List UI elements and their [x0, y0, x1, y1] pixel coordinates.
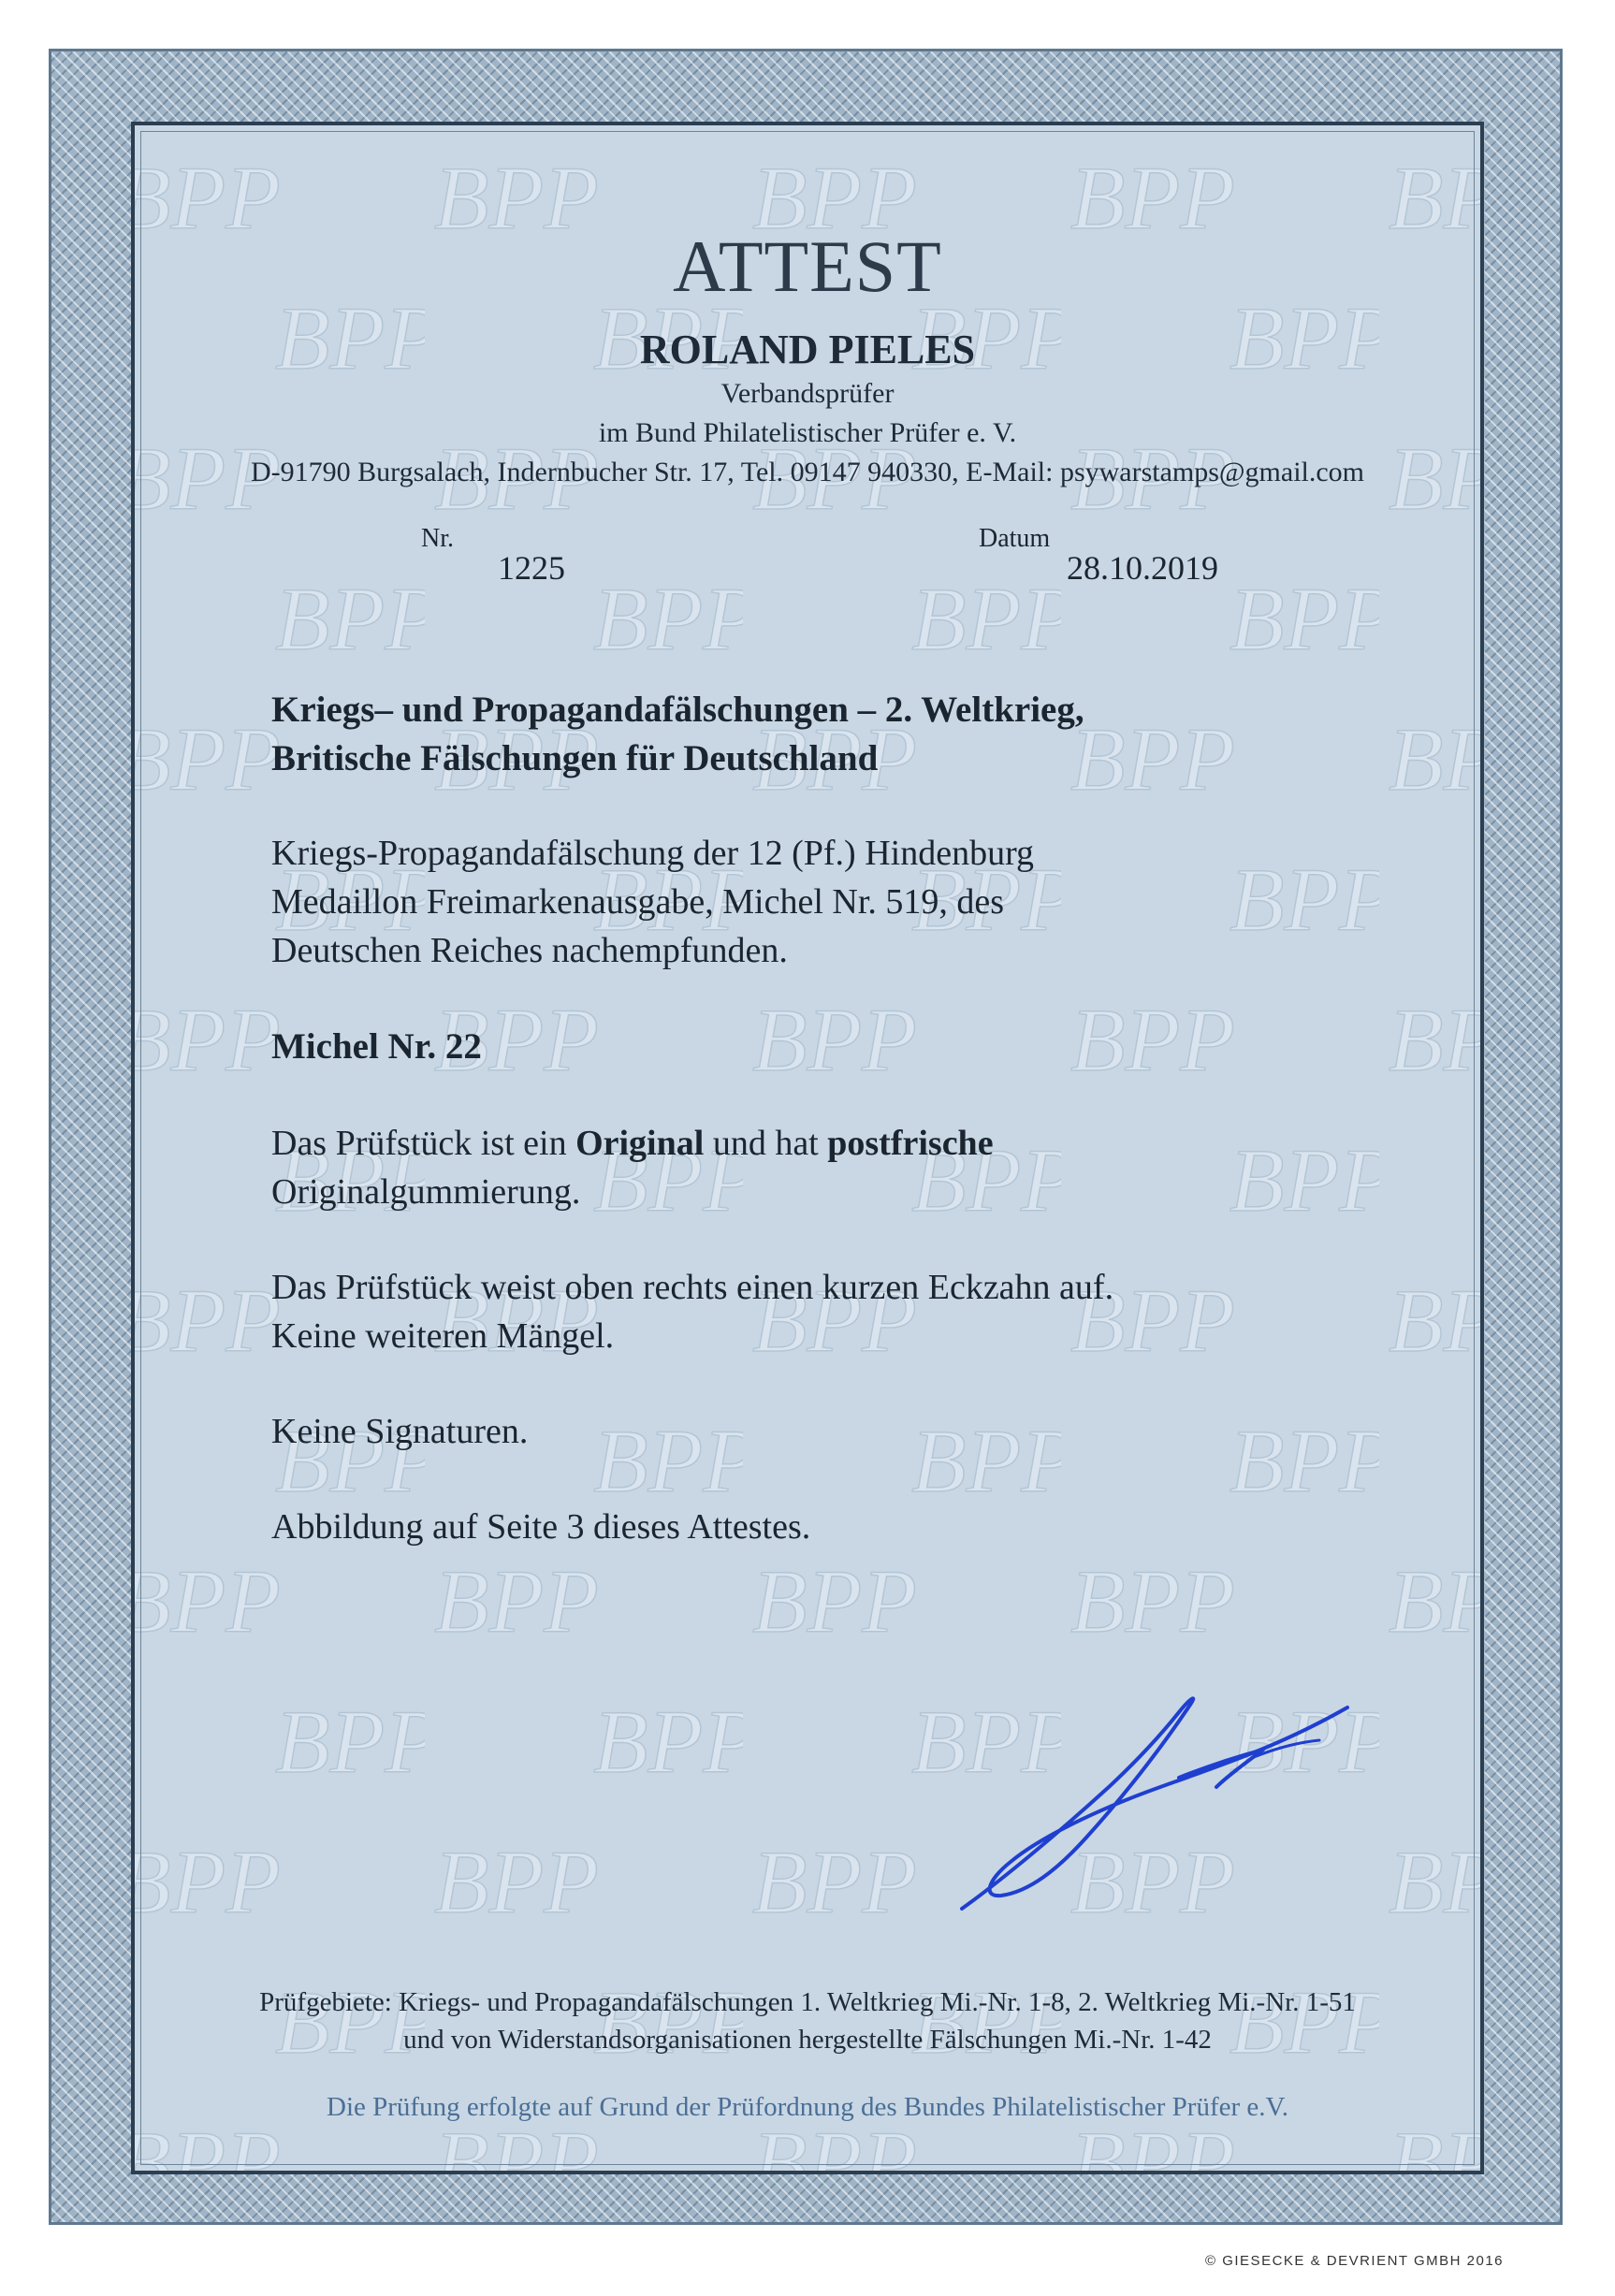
description-line-1: Kriegs-Propagandafälschung der 12 (Pf.) Hindenburg — [271, 834, 1035, 873]
footer-areas-line-1: Prüfgebiete: Kriegs- und Propagandafälschungen 1. Weltkrieg Mi.-Nr. 1-8, 2. Weltkrieg Mi.-Nr. 1-51 — [259, 1987, 1356, 2017]
verdict-text-a: Das Prüfstück ist ein — [271, 1124, 576, 1163]
description-line-2: Medaillon Freimarkenausgabe, Michel Nr. 519, des — [271, 882, 1005, 922]
examiner-address: D-91790 Burgsalach, Indernbucher Str. 17, Tel. 09147 940330, E-Mail: psywarstamps@gmail.com — [250, 457, 1365, 487]
printer-credit: © GIESECKE & DEVRIENT GMBH 2016 — [1205, 2253, 1505, 2269]
condition-line-2: Keine weiteren Mängel. — [271, 1316, 615, 1356]
catalog-number: Michel Nr. 22 — [271, 1026, 482, 1067]
date-label: Datum — [979, 524, 1051, 553]
verdict-line-2: Originalgummierung. — [271, 1172, 581, 1212]
verdict-postfrische: postfrische — [827, 1124, 994, 1163]
examiner-signature — [945, 1647, 1385, 1927]
examiner-association: im Bund Philatelistischer Prüfer e. V. — [598, 417, 1017, 448]
heading-line-2: Britische Fälschungen für Deutschland — [271, 738, 879, 778]
condition-line-1: Das Prüfstück weist oben rechts einen kurzen Eckzahn auf. — [271, 1268, 1114, 1307]
signatures-note: Keine Signaturen. — [271, 1412, 529, 1451]
certificate-date: 28.10.2019 — [1067, 549, 1218, 587]
footer-areas-line-2: und von Widerstandsorganisationen hergestellte Fälschungen Mi.-Nr. 1-42 — [403, 2025, 1212, 2055]
certificate-number: 1225 — [498, 549, 565, 587]
verdict-text-b: und hat — [704, 1124, 828, 1163]
certificate-title: ATTEST — [673, 225, 942, 307]
examiner-role: Verbandsprüfer — [720, 378, 895, 409]
description-line-3: Deutschen Reiches nachempfunden. — [271, 931, 788, 970]
verdict-line-1 — [271, 1123, 994, 1164]
number-label: Nr. — [421, 524, 454, 553]
verdict-original: Original — [575, 1124, 705, 1163]
illustration-note: Abbildung auf Seite 3 dieses Attestes. — [271, 1507, 811, 1547]
examiner-name: ROLAND PIELES — [639, 327, 976, 372]
footer-rules-note: Die Prüfung erfolgte auf Grund der Prüfordnung des Bundes Philatelistischer Prüfer e.V. — [327, 2092, 1288, 2122]
heading-line-1: Kriegs– und Propagandafälschungen – 2. Weltkrieg, — [271, 690, 1084, 730]
